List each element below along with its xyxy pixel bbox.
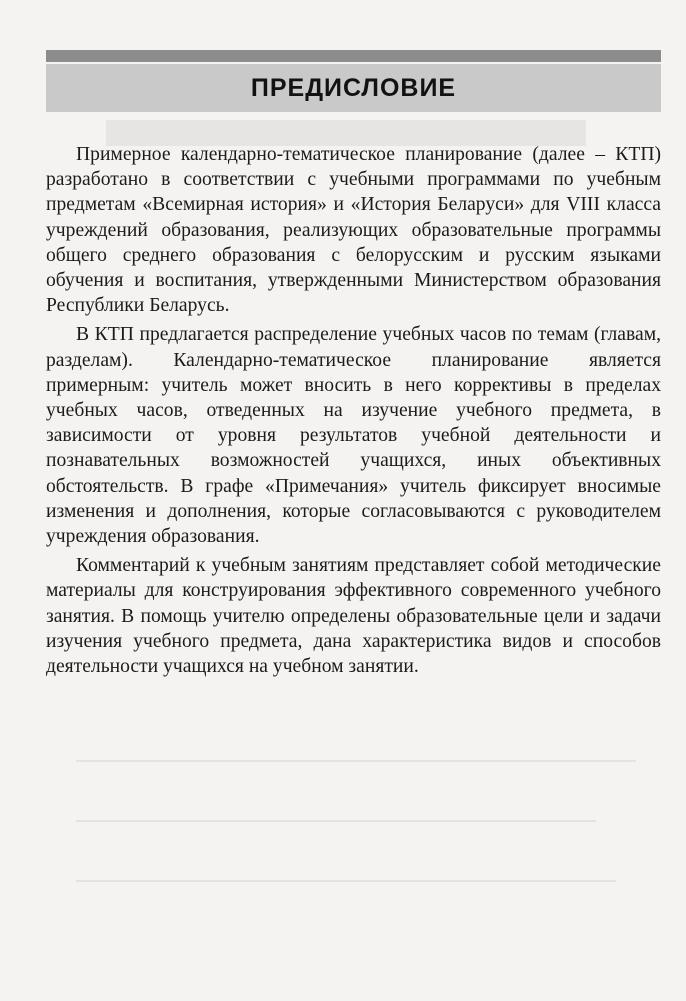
paragraph: В КТП предлагается распределение учебных часов по темам (главам, разделам). Календарно-тематическое планирование является примерным: учитель может вносить в него коррективы в пределах учебных часов, отведенных на изучение учебного предмета, в зависимости от уровня результатов учебной деятельности и познавательных возможностей учащихся, иных объективных обстоятельств. В графе «Примечания» учитель фиксирует вносимые изменения и дополнения, которые согласовываются с руководителем учреждения образования. <box>46 324 661 548</box>
paragraph: Комментарий к учебным занятиям представляет собой методические материалы для конструирования эффективного современного учебного занятия. В помощь учителю определены образовательные цели и задачи изучения учебного предмета, дана характеристика видов и способов деятельности учащихся на учебном занятии. <box>46 555 661 678</box>
body-text <box>46 142 661 683</box>
bleed-line <box>76 880 616 882</box>
header-rule <box>46 50 661 62</box>
page-title: ПРЕДИСЛОВИЕ <box>250 73 457 102</box>
title-banner <box>46 64 661 112</box>
paragraph: Примерное календарно-тематическое планирование (далее – КТП) разработано в соответствии с учебными программами по учебным предметам «Всемирная история» и «История Беларуси» для VIII класса учреждений образования, реализующих образовательные программы общего среднего образования с белорусским и русским языками обучения и воспитания, утвержденными Министерством образования Республики Беларусь. <box>46 144 661 317</box>
bleed-line <box>76 760 636 762</box>
bleed-line <box>76 820 596 822</box>
